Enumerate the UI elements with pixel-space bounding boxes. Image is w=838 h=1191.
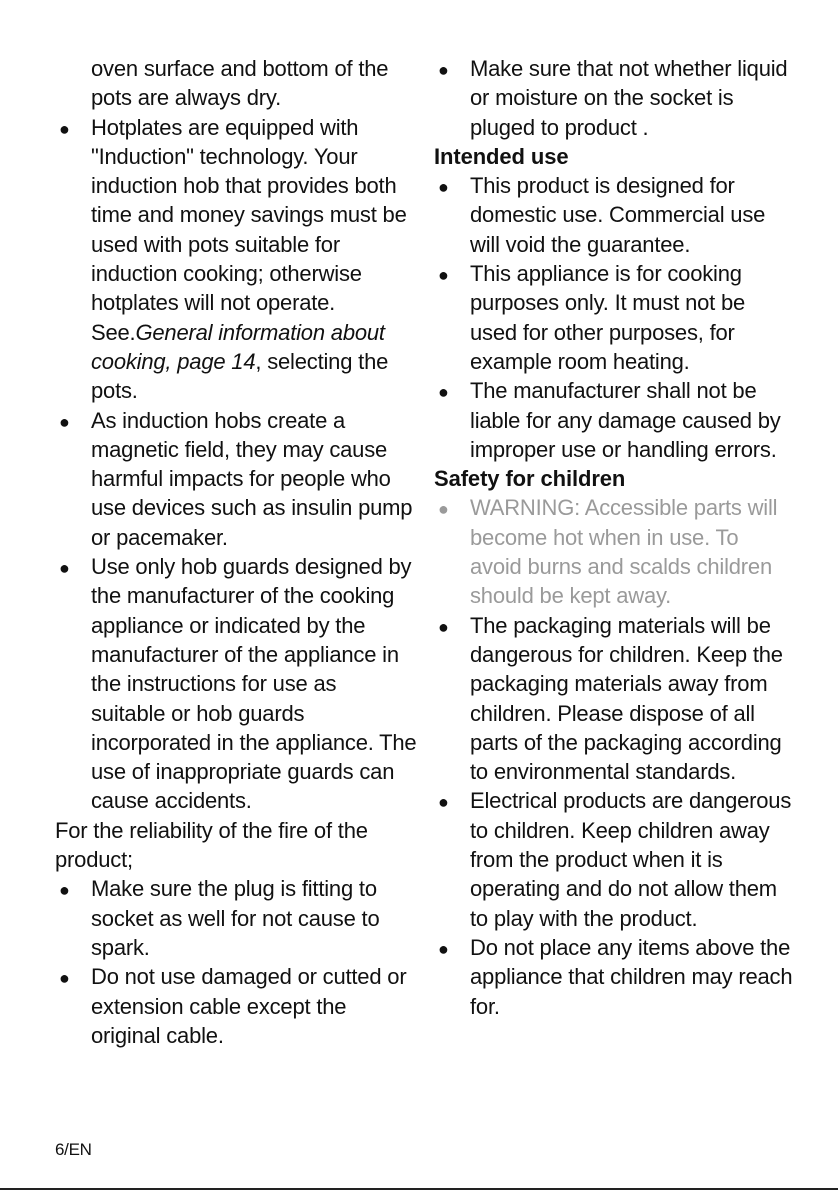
text-line: Electrical products are dangerous — [470, 788, 792, 814]
bullet-icon: ● — [438, 792, 449, 813]
text-line: from the product when it is — [470, 847, 723, 873]
bullet-icon: ● — [438, 616, 449, 637]
list-item-cooking-only — [434, 259, 786, 376]
text-line: will void the guarantee. — [470, 231, 691, 257]
text-line: Do not use damaged or cutted or — [91, 964, 407, 990]
text-line: to play with the product. — [470, 905, 698, 931]
list-item-magnetic-field — [55, 406, 413, 552]
text-line: to environmental standards. — [470, 759, 737, 785]
text-line: oven surface and bottom of the — [91, 56, 389, 81]
text-line: induction hob that provides both — [91, 173, 397, 199]
text-line: Hotplates are equipped with — [91, 114, 359, 140]
left-column — [55, 54, 417, 1050]
page-number: 6/EN — [55, 1140, 92, 1159]
text-line: appliance or indicated by the — [91, 612, 366, 638]
text-line: magnetic field, they may cause — [91, 436, 388, 462]
text-line: pluged to product . — [470, 114, 649, 140]
text-line: should be kept away. — [470, 583, 672, 609]
text-line: use devices such as insulin pump — [91, 495, 413, 521]
text-line: or moisture on the socket is — [470, 85, 734, 111]
text-line: cause accidents. — [91, 788, 252, 814]
bullet-icon: ● — [59, 118, 70, 139]
text-line: become hot when in use. To — [470, 524, 739, 550]
bullet-icon: ● — [438, 938, 449, 959]
text-line: Do not place any items above the — [470, 934, 791, 960]
text-line: original cable. — [91, 1022, 224, 1048]
right-column — [434, 54, 793, 1021]
text-line: dangerous for children. Keep the — [470, 641, 783, 667]
text-line: product; — [55, 847, 133, 873]
text-line: The manufacturer shall not be — [470, 378, 757, 404]
text-line: extension cable except the — [91, 993, 347, 1019]
text-line: purposes only. It must not be — [470, 290, 746, 316]
text-line: pots are always dry. — [91, 85, 282, 111]
list-item-hob-guards — [55, 552, 417, 816]
bullet-icon: ● — [438, 177, 449, 198]
text-line: domestic use. Commercial use — [470, 202, 766, 228]
section-heading-intended-use: Intended use — [434, 143, 569, 169]
text-line: induction cooking; otherwise — [91, 261, 362, 287]
text-line: use of inappropriate guards can — [91, 759, 395, 785]
text-line: socket as well for not cause to — [91, 905, 380, 931]
text-line: parts of the packaging according — [470, 729, 782, 755]
text-line: This product is designed for — [470, 173, 735, 199]
text-line: manufacturer of the appliance in — [91, 641, 399, 667]
continued-paragraph — [55, 54, 410, 113]
text-line: example room heating. — [470, 348, 690, 374]
text-line: improper use or handling errors. — [470, 436, 777, 462]
bullet-icon: ● — [438, 60, 449, 80]
text-line: This appliance is for cooking — [470, 261, 742, 287]
section-heading-safety-for-children: Safety for children — [434, 466, 626, 492]
text-line: spark. — [91, 934, 150, 960]
text-line: operating and do not allow them — [470, 876, 777, 902]
text-line: "Induction" technology. Your — [91, 143, 358, 169]
cross-reference-link[interactable]: General information about — [135, 319, 385, 345]
text-line: pots. — [91, 378, 138, 404]
bullet-icon: ● — [59, 968, 70, 989]
reliability-paragraph — [55, 816, 410, 875]
text-line: used for other purposes, for — [470, 319, 735, 345]
text-line: Make sure the plug is fitting to — [91, 876, 377, 902]
list-item-liability — [434, 376, 786, 464]
text-line: For the reliability of the fire of the — [55, 817, 368, 843]
bullet-icon: ● — [59, 558, 70, 579]
text-line: liable for any damage caused by — [470, 407, 781, 433]
bullet-icon: ● — [59, 880, 70, 901]
text-line: to children. Keep children away — [470, 817, 770, 843]
text-line: , selecting the — [255, 348, 389, 374]
text-line: WARNING: Accessible parts will — [470, 495, 778, 521]
text-line: harmful impacts for people who — [91, 466, 391, 492]
text-line: time and money savings must be — [91, 202, 407, 228]
text-line: used with pots suitable for — [91, 231, 340, 257]
text-line: The packaging materials will be — [470, 612, 771, 638]
list-item-domestic-use — [434, 171, 786, 259]
bullet-icon: ● — [59, 411, 70, 432]
bullet-icon: ● — [438, 499, 449, 520]
text-line: hotplates will not operate. — [91, 290, 336, 316]
text-line: the manufacturer of the cooking — [91, 583, 395, 609]
bullet-icon: ● — [438, 265, 449, 286]
list-item-moisture — [434, 54, 786, 142]
text-line: the instructions for use as — [91, 671, 337, 697]
text-line: avoid burns and scalds children — [470, 554, 772, 580]
see-label: See. — [91, 319, 136, 345]
list-item-packaging — [434, 611, 786, 787]
list-item-warning — [434, 493, 786, 610]
text-line: packaging materials away from — [470, 671, 768, 697]
text-line: for. — [470, 993, 500, 1019]
text-line: suitable or hob guards — [91, 700, 305, 726]
text-line: As induction hobs create a — [91, 407, 346, 433]
list-item-electrical — [434, 786, 792, 932]
text-line: or pacemaker. — [91, 524, 228, 550]
text-line: Use only hob guards designed by — [91, 554, 412, 580]
text-line: incorporated in the appliance. The — [91, 729, 417, 755]
cross-reference-link[interactable]: cooking, page 14 — [91, 348, 256, 374]
bottom-divider — [0, 1188, 838, 1190]
text-line: Make sure that not whether liquid — [470, 56, 788, 81]
list-item-items-above — [434, 933, 793, 1021]
text-line: children. Please dispose of all — [470, 700, 755, 726]
text-line: appliance that children may reach — [470, 964, 793, 990]
list-item-plug — [55, 874, 410, 962]
list-item-cable — [55, 962, 410, 1050]
bullet-icon: ● — [438, 382, 449, 403]
list-item-induction — [55, 113, 410, 406]
